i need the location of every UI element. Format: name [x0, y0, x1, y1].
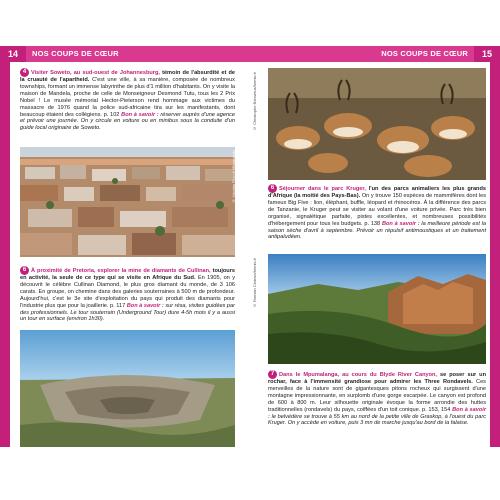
left-header	[0, 46, 250, 62]
item-lead-highlight: Dans le Mpumalanga, au cours du Blyde River Canyon,	[279, 371, 437, 378]
item-lead-rest: se poser sur un rochar, face à l'immensité grandiose pour admirer les Three Rondavels.	[268, 371, 487, 385]
right-sidebar	[490, 62, 500, 447]
tip-text: la meilleure période est la saison sèche d'avril à septembre. Prévoir un répulsif antimoustiques et un traitement antipaludéen.	[268, 220, 486, 241]
item-number-badge: 6	[20, 266, 29, 275]
photo-credit: © Christophe Boisvieux/hemis.fr	[252, 72, 257, 132]
right-page	[250, 0, 500, 500]
right-header-title: NOS COUPS DE CŒUR	[381, 49, 468, 58]
left-item-soweto	[20, 68, 235, 132]
item-number-badge: 4	[20, 68, 29, 77]
item-lead-highlight: Séjourner dans le parc Kruger,	[279, 185, 366, 192]
left-item-cullinan	[20, 266, 235, 323]
item-lead-rest: toujours en activité, la seule de ce type qui se visite en Afrique du Sud.	[20, 267, 235, 281]
item-lead-highlight: À proximité de Pretoria, explorer la mine de diamants de Cullinan,	[31, 267, 211, 274]
right-item-kruger	[268, 184, 486, 241]
left-header-title: NOS COUPS DE CŒUR	[32, 49, 119, 58]
tip-label: Bon à savoir :	[381, 220, 420, 227]
item-number-badge: 6	[268, 184, 277, 193]
blyde-canyon-photo	[268, 254, 486, 364]
item-number-badge: 7	[268, 370, 277, 379]
soweto-photo	[20, 147, 235, 257]
right-item-blyde	[268, 370, 486, 427]
left-page-number: 14	[0, 46, 26, 62]
item-body: En 1905, on y découvrit le célèbre Cullinan Diamond, le plus gros diamant du monde, de 3 106 carats. En groupe, on chemine dans des galeries souterraines à 500 m de profondeur. Aujourd'hui, c'est le 3e site d'exploitation du pays qui produit des diamants pour l'industrie plus que pour la joaillerie. p. 117	[20, 275, 235, 309]
tip-label: Bon à savoir :	[126, 302, 164, 309]
tip-label: Bon à savoir :	[268, 406, 487, 420]
kruger-impala-photo	[268, 68, 486, 180]
tip-text: le belvédère se trouve à 55 km au nord de la petite ville de Graskop, à l'ouest du parc Kruger. On y accède en voiture, puis 3 mn de marche jusqu'au bord de la falaise.	[268, 413, 486, 427]
item-lead-highlight: Visiter Soweto, au sud-ouest de Johannesburg,	[31, 69, 160, 76]
item-lead-rest: témoin de l'absurdité et de la cruauté de l'apartheid.	[20, 69, 236, 83]
item-body: C'est une ville, à sa manière, composée de nombreux townships, formant un immense labyrinthe de plus d'1 million d'habitants. On y visite la maison de Mandela, proche de celle de Monseigneur Desmond Tutu, tous les 2 Prix Nobel ! Le musée mémorial Hector-Pieterson rend hommage aux victimes du massacre de 1976 quand la police sud-africaine tira sur les manifestants, dont beaucoup étaient des collégiens. p. 102	[20, 77, 235, 118]
photo-credit: © Nicolas Riondet/Bourgeois	[231, 150, 236, 204]
item-lead-rest: l'un des parcs animaliers les plus grands d'Afrique (la moitié des Pays-Bas).	[268, 185, 486, 199]
tip-label: Bon à savoir :	[121, 111, 159, 118]
photo-credit: © Romain Cintract/hemis.fr	[252, 258, 257, 309]
cullinan-mine-photo	[20, 330, 235, 447]
right-page-number: 15	[474, 46, 500, 62]
left-sidebar	[0, 62, 10, 447]
right-header	[250, 46, 500, 62]
item-body: On y trouve 150 espèces de mammifères dont les fameux Big Five : lion, éléphant, buffle, léopard et rhinocéros. À la différence des parcs de Tanzanie, le Kruger peut se visiter au volant d'une voiture privée. Parc très bien organisé, signalétique parfaite, pistes excellentes, et nombreuses possibilités d'hébergement pour tous les budgets. p. 138	[268, 193, 487, 227]
tip-text: réserver auprès d'une agence et prévoir une journée. On y circule en voiture ou en minibus sous la conduite d'un guide local originaire de Soweto.	[20, 111, 235, 132]
item-body: Ces merveilles de la nature sont de gigantesques pitons rocheux qui surgissent d'une montagne impressionnante, en surplomb d'une gorge escarpée. Le canyon est profond de 600 à 800 m. Leur silhouette originale évoque la forme arrondie des huttes traditionnelles (rondavels) du pays, coiffées d'un toit conique. p. 153, 154	[268, 379, 486, 413]
tip-text: sur résa, visites guidées par des professionnels. Le tour souterrain (Underground Tour) dure 4-5h mois il y a aussi un tour en surface (environ 1h30).	[20, 302, 235, 323]
